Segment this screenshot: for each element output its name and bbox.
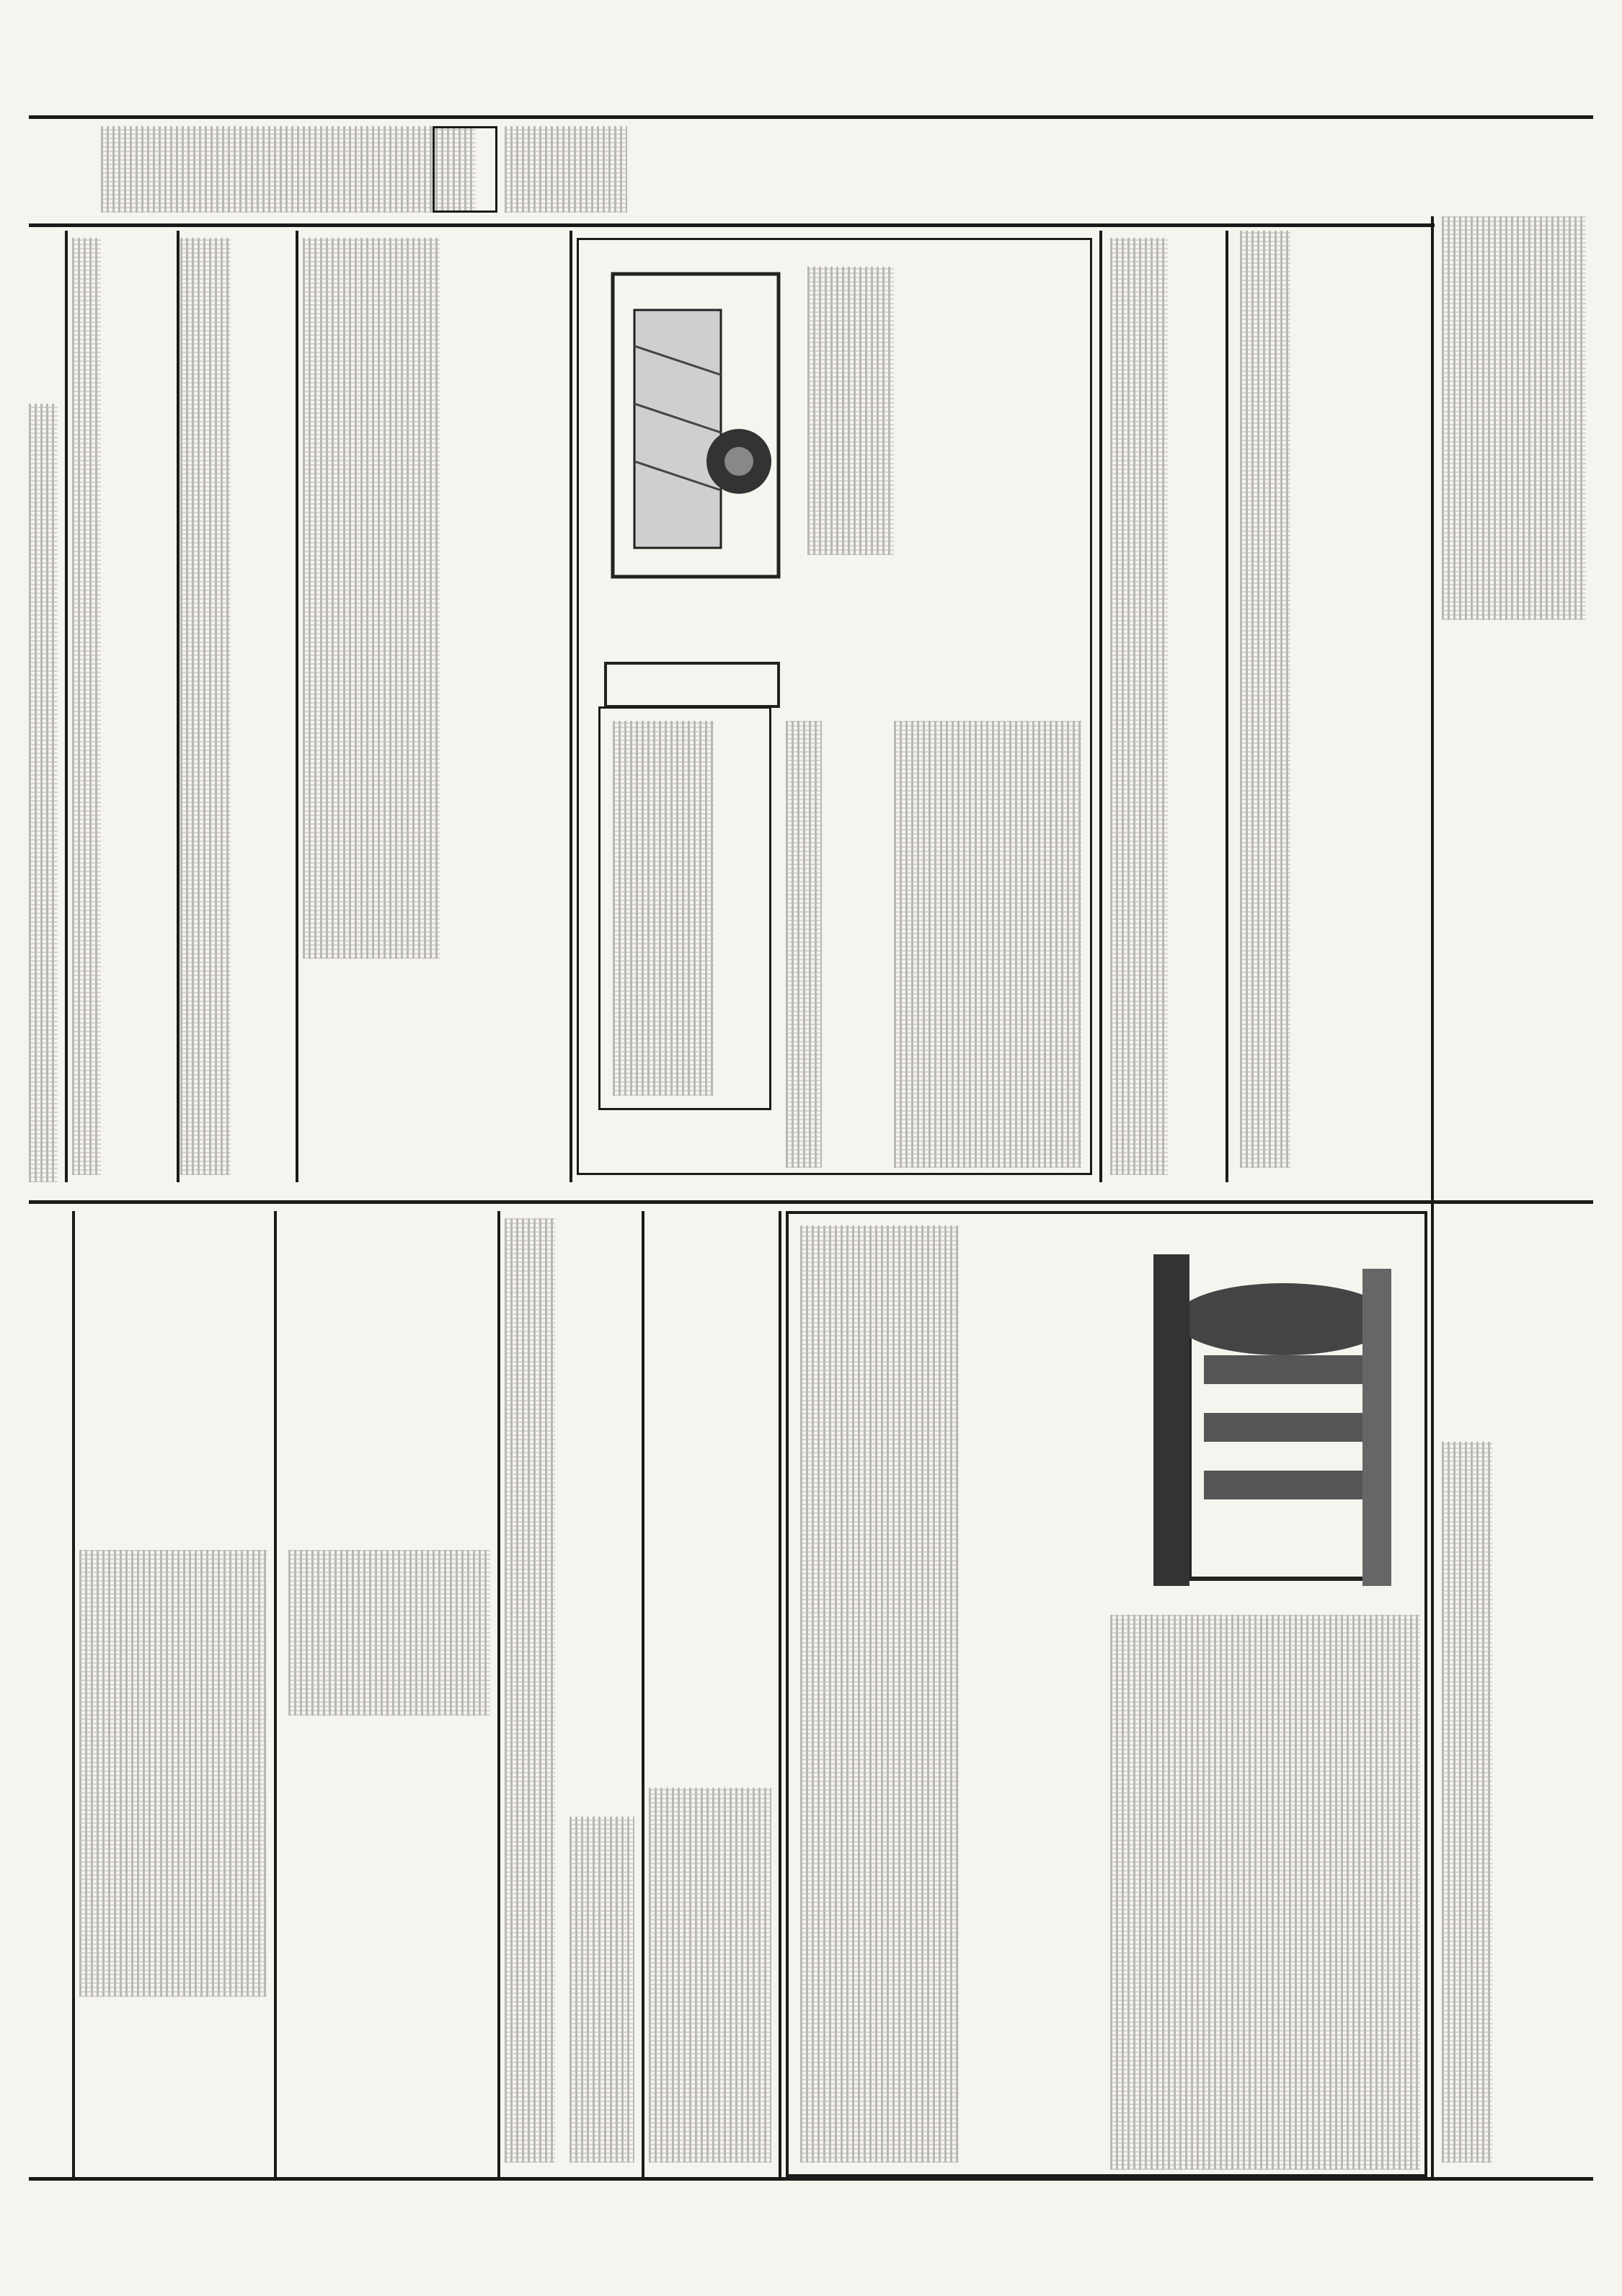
kodak-camera-illustration — [584, 260, 800, 750]
huafeng-building-illustration — [1125, 1225, 1413, 1600]
masthead — [29, 72, 1593, 115]
